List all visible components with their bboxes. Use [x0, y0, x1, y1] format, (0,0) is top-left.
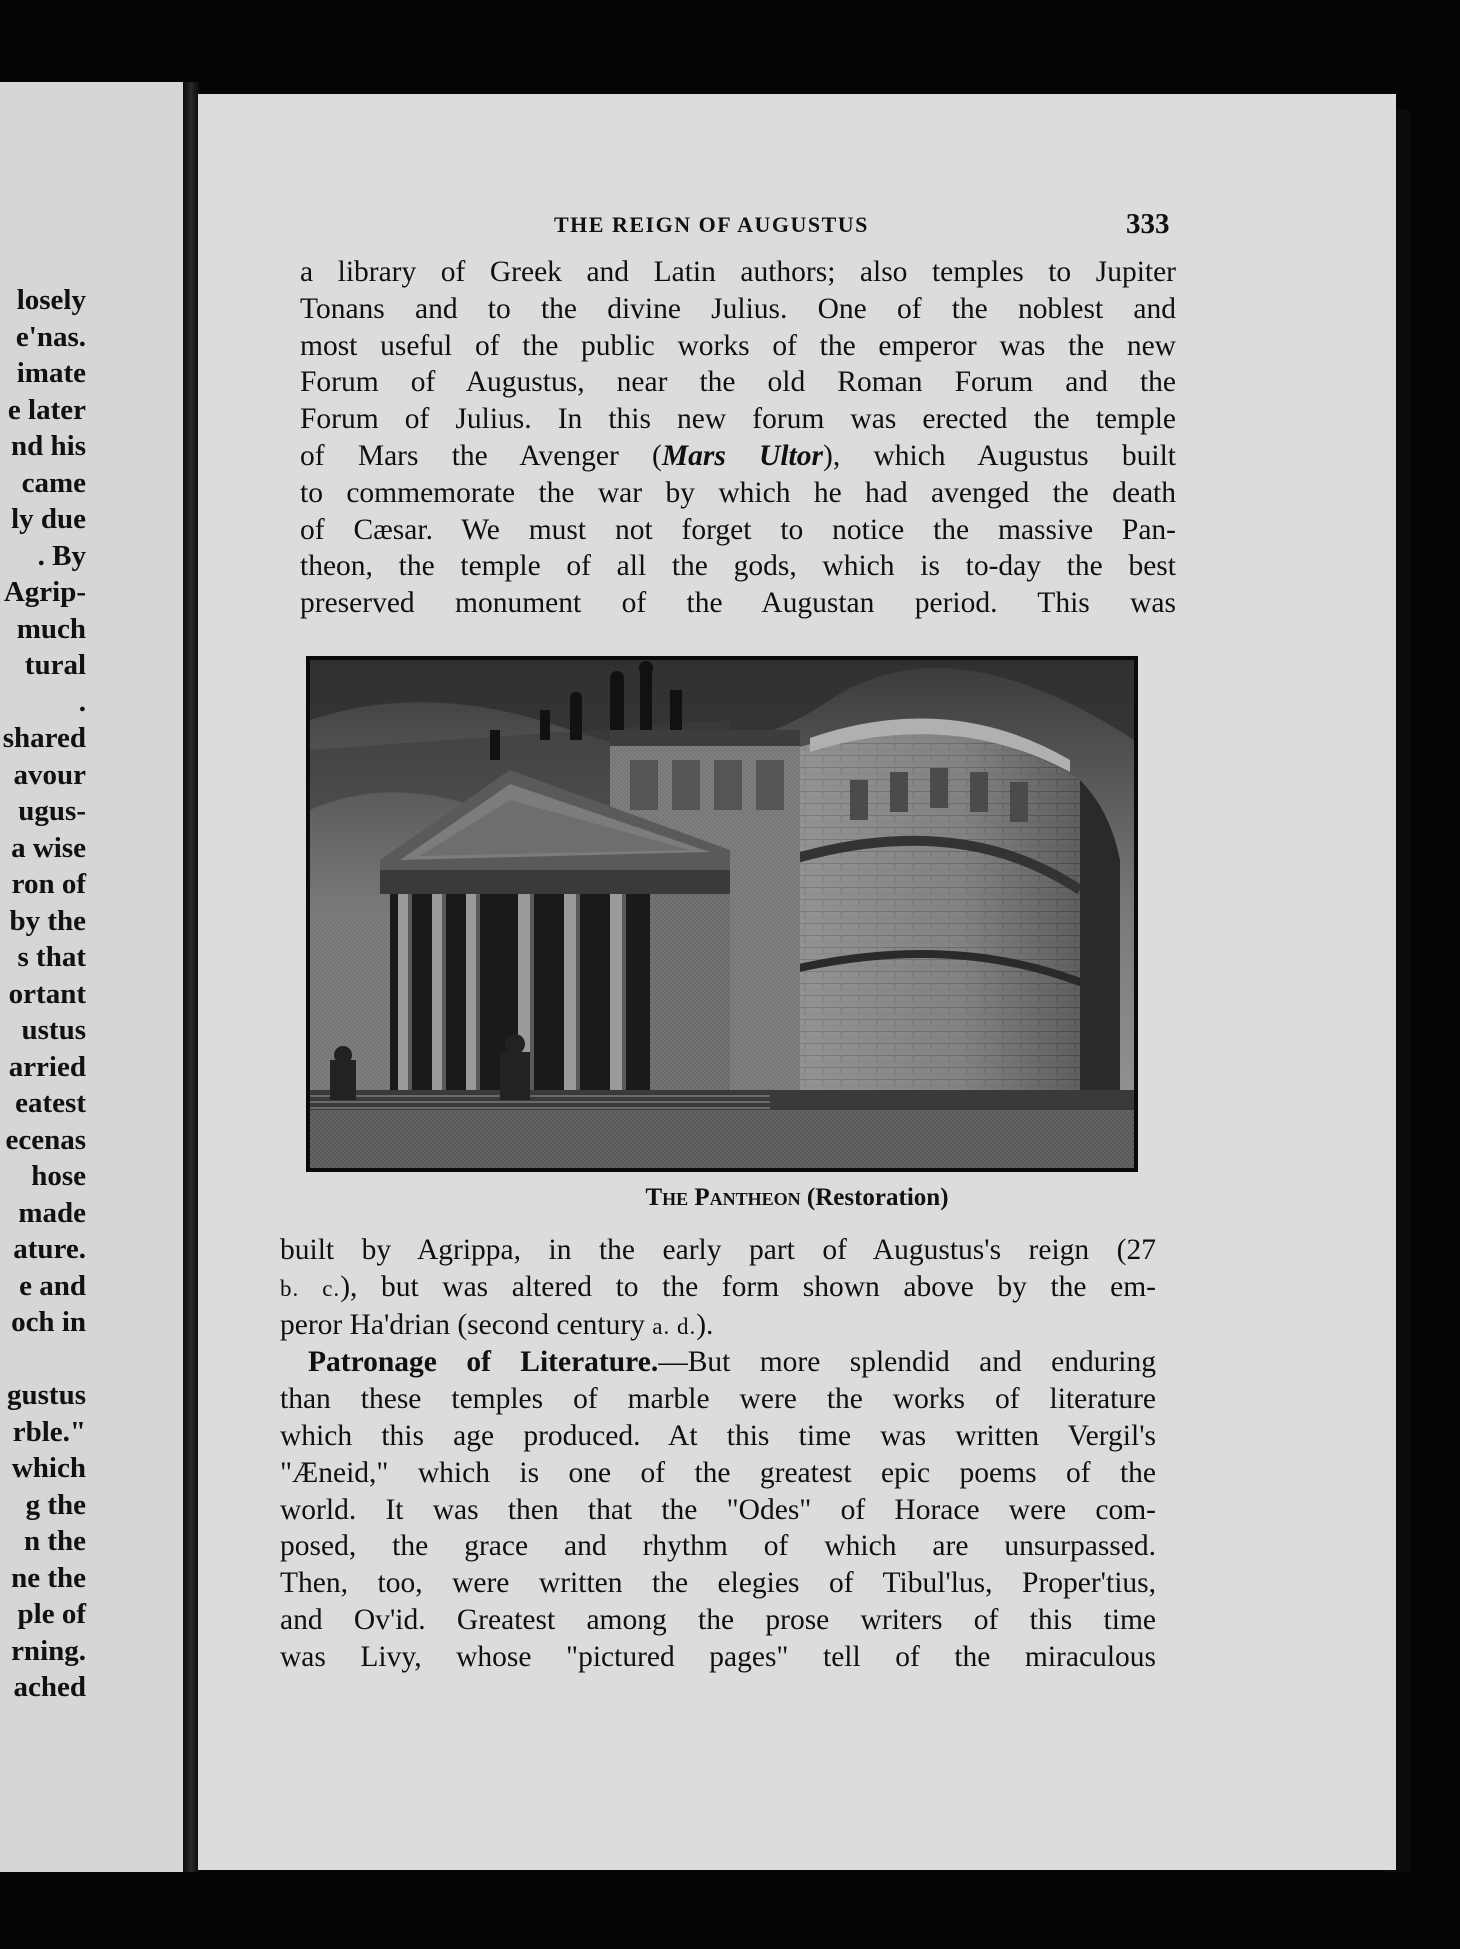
left-facing-page	[0, 82, 195, 1872]
left-page-fragment: avour	[13, 758, 86, 791]
text-fragment: ).	[696, 1308, 714, 1341]
left-page-fragment: Agrip-	[3, 576, 86, 608]
left-page-fragment: nd his	[11, 430, 86, 462]
era-abbreviation: a. d.	[652, 1312, 697, 1339]
text-line: a library of Greek and Latin authors; also temples to Jupiter	[300, 256, 1176, 288]
text-line: built by Agrippa, in the early part of Augustus's reign (27	[280, 1234, 1156, 1266]
pantheon-illustration	[306, 656, 1138, 1172]
book-page	[198, 94, 1396, 1870]
text-line: of Cæsar. We must not forget to notice the massive Pan-	[300, 513, 1176, 546]
left-page-fragment: eatest	[15, 1087, 86, 1119]
left-page-fragment: ortant	[8, 977, 86, 1010]
text-line: was Livy, whose "pictured pages" tell of the miraculous	[280, 1640, 1156, 1673]
left-page-text	[0, 282, 86, 1706]
left-page-fragment: came	[21, 466, 86, 499]
left-page-fragment: ached	[13, 1671, 86, 1703]
text-fragment: ), but was altered to the form shown above by the em-	[340, 1270, 1156, 1303]
left-page-fragment: rning.	[11, 1634, 86, 1667]
left-page-fragment: och in	[11, 1306, 86, 1338]
text-line	[280, 1307, 1156, 1345]
left-page-fragment: made	[18, 1196, 86, 1229]
text-fragment: —But more splendid and enduring	[658, 1346, 1156, 1379]
left-page-fragment: by the	[9, 904, 86, 937]
left-page-fragment: rble."	[12, 1415, 86, 1448]
italic-term: Mars Ultor	[661, 439, 823, 472]
caption-subtitle: (Restoration)	[800, 1184, 949, 1211]
left-page-fragment: ecenas	[5, 1123, 86, 1156]
text-line: to commemorate the war by which he had avenged the death	[300, 476, 1176, 509]
left-page-fragment: . By	[37, 539, 86, 572]
left-page-fragment: ustus	[21, 1014, 86, 1046]
left-page-fragment: shared	[2, 722, 86, 754]
left-page-fragment: a wise	[11, 831, 86, 864]
pantheon-engraving	[310, 660, 1134, 1168]
running-title: THE REIGN OF AUGUSTUS	[554, 212, 869, 237]
left-page-fragment: ne the	[11, 1561, 86, 1594]
left-page-fragment: hose	[31, 1160, 86, 1192]
figure-caption	[198, 1184, 1396, 1212]
text-line	[300, 438, 1176, 475]
left-page-fragment: e and	[19, 1269, 86, 1302]
left-page-fragment: e'nas.	[15, 320, 86, 353]
left-page-fragment: ple of	[17, 1598, 86, 1630]
left-page-fragment: g the	[25, 1488, 86, 1521]
left-page-fragment: s that	[17, 941, 86, 973]
text-line: Forum of Augustus, near the old Roman Forum and the	[300, 366, 1176, 399]
left-page-fragment	[0, 1341, 86, 1378]
left-page-fragment: which	[11, 1452, 86, 1484]
text-line: most useful of the public works of the emperor was the new	[300, 329, 1176, 362]
text-fragment: of Mars the Avenger (	[300, 439, 662, 472]
left-page-fragment: tural	[24, 649, 86, 681]
left-page-fragment: arried	[8, 1050, 86, 1083]
section-heading: Patronage of Literature.	[308, 1346, 659, 1379]
text-line: preserved monument of the Augustan period. This was	[300, 587, 1176, 620]
text-line: world. It was then that the "Odes" of Horace were com-	[280, 1493, 1156, 1526]
text-line: Forum of Julius. In this new forum was erected the temple	[300, 403, 1176, 436]
left-page-fragment: losely	[16, 284, 86, 316]
left-page-fragment: ron of	[11, 868, 86, 900]
text-line	[280, 1269, 1156, 1307]
page-number: 333	[1126, 208, 1170, 240]
left-page-fragment: ature.	[13, 1233, 86, 1265]
page-header	[198, 202, 1396, 242]
caption-title: The Pantheon	[645, 1184, 801, 1211]
text-line: "Æneid," which is one of the greatest epic poems of the	[280, 1456, 1156, 1489]
left-page-fragment: imate	[16, 357, 86, 389]
left-page-fragment: e later	[7, 393, 86, 426]
text-line: and Ov'id. Greatest among the prose writers of this time	[280, 1603, 1156, 1636]
paragraph-pantheon-intro	[300, 254, 1176, 622]
left-page-fragment: .	[78, 685, 86, 718]
left-page-fragment: ly due	[11, 503, 86, 535]
text-line: which this age produced. At this time was written Vergil's	[280, 1419, 1156, 1452]
left-page-fragment: gustus	[7, 1379, 86, 1411]
book-gutter	[183, 82, 199, 1872]
text-line: Tonans and to the divine Julius. One of the noblest and	[300, 292, 1176, 325]
left-page-fragment: ugus-	[18, 795, 86, 827]
text-line: posed, the grace and rhythm of which are unsurpassed.	[280, 1530, 1156, 1563]
left-page-fragment: much	[16, 612, 86, 645]
text-line: than these temples of marble were the works of literature	[280, 1383, 1156, 1416]
text-fragment: ), which Augustus built	[823, 439, 1176, 472]
era-abbreviation: b. c.	[280, 1274, 341, 1301]
text-fragment: peror Ha'drian (second century	[280, 1308, 653, 1341]
paragraph-patronage	[280, 1232, 1156, 1676]
left-page-fragment: n the	[23, 1525, 86, 1557]
text-line: theon, the temple of all the gods, which is to-day the best	[300, 550, 1176, 583]
text-line	[280, 1344, 1156, 1381]
text-line: Then, too, were written the elegies of Tibul'lus, Proper'tius,	[280, 1567, 1156, 1600]
